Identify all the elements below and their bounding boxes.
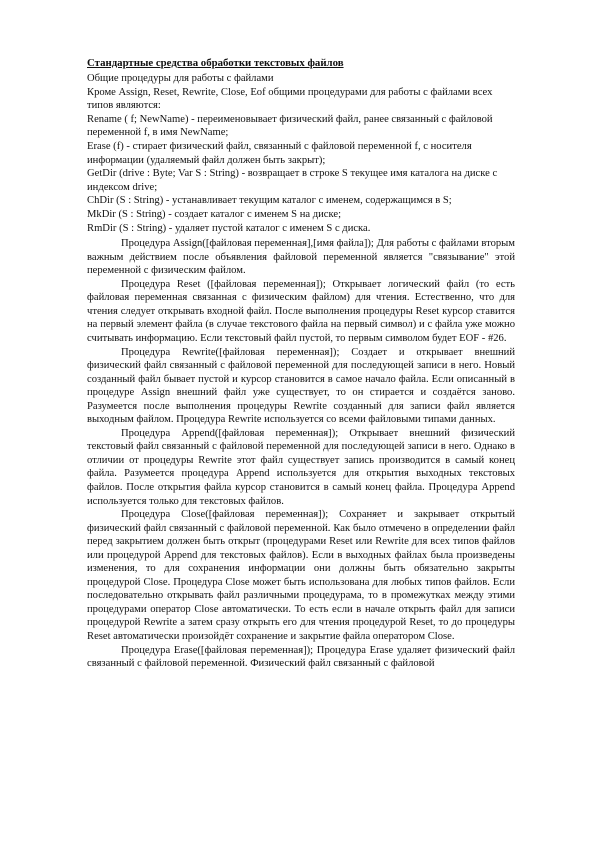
paragraph-assign: Процедура Assign([файловая переменная],[имя файла]); Для работы с файлами вторым важным действием после объявления файловой переменной является "связывание" этой переменной с физическим файлом. [87, 238, 515, 277]
paragraph-rewrite: Процедура Rewrite([файловая переменная]); Создает и открывает внешний физический файл связанный с файловой переменной для последующей записи в него. Новый созданный файл бывает пустой и курсор становится в самое начало файла. Если описанный в процедуре Assign внешний файл уже существует, то он стирается и создаётся заново. Разумеется после выполнения процедуры Rewrite созданный для записи файл является выходным файлом. Процедура Rewrite используется со всеми файловыми типами данных. [87, 346, 515, 426]
paragraph-reset: Процедура Reset ([файловая переменная]); Открывает логический файл (то есть файловая переменная связанная с физическим файлом) для чтения. Естественно, что для чтения следует открывать входной файл. После выполнения процедуры Reset курсор ставится на первый элемент файла (в случае текстового файла на первый символ) и с файла уже можно считывать информацию. Если текстовый файл пустой, то первым символом будет EOF - #26. [87, 278, 515, 344]
rename-description: Rename ( f; NewName) - переименовывает физический файл, ранее связанный с файловой переменной f, в имя NewName; [87, 113, 493, 139]
document-body [87, 56, 515, 671]
rmdir-description: RmDir (S : String) - удаляет пустой каталог с именем S с диска. [87, 222, 371, 234]
paragraph-append: Процедура Append([файловая переменная]); Открывает внешний физический текстовый файл связанный с файловой переменной для последующей записи в него. Однако в отличии от процедуры Rewrite этот файл существует запись производится в самый конец файла. Разумеется процедура Append используется для открытия выходных текстовых файлов. После открытия файла курсор становится в самый конец файла. Процедура Append используется только для текстовых файлов. [87, 427, 515, 507]
document-title: Стандартные средства обработки текстовых файлов [87, 57, 344, 69]
mkdir-description: MkDir (S : String) - создает каталог с именем S на диске; [87, 208, 342, 220]
paragraph-erase: Процедура Erase([файловая переменная]); Процедура Erase удаляет физический файл связанный с файловой переменной. Физический файл связанный с файловой [87, 644, 515, 670]
intro-line: Кроме Assign, Reset, Rewrite, Close, Eof общими процедурами для работы с файлами всех типов являются: [87, 86, 493, 112]
paragraph-close: Процедура Close([файловая переменная]); Сохраняет и закрывает открытый физический файл связанный с файловой переменной. Как было отмечено в определении файл перед закрытием должен быть открыт (процедурами Reset или Rewrite для всех типов файлов или процедурой Append для текстовых файлов). Если в выходных файлах была произведены изменения, то для сохранения информации они должны быть обязательно закрыты процедурой Close. Процедура Close может быть использована для любых типов файлов. Если последовательно открывать файл различными процедурама, то в промежутках между этими процедурами оператор Close автоматически. То есть если в начале открыть файл для записи процедурой Rewrite а затем сразу открыть его для чтения процедурой Reset, то до процедуры Reset автоматически произойдёт сохранение и закрытие файла оператором Close. [87, 509, 515, 642]
chdir-description: ChDir (S : String) - устанавливает текущим каталог с именем, содержащимся в S; [87, 195, 452, 207]
erase-description: Erase (f) - стирает физический файл, связанный с файловой переменной f, с носителя информации (удаляемый файл должен быть закрыт); [87, 140, 472, 166]
section-heading: Общие процедуры для работы с файлами [87, 73, 274, 84]
getdir-description: GetDir (drive : Byte; Var S : String) - возвращает в строке S текущее имя каталога на диске с индексом drive; [87, 168, 498, 193]
